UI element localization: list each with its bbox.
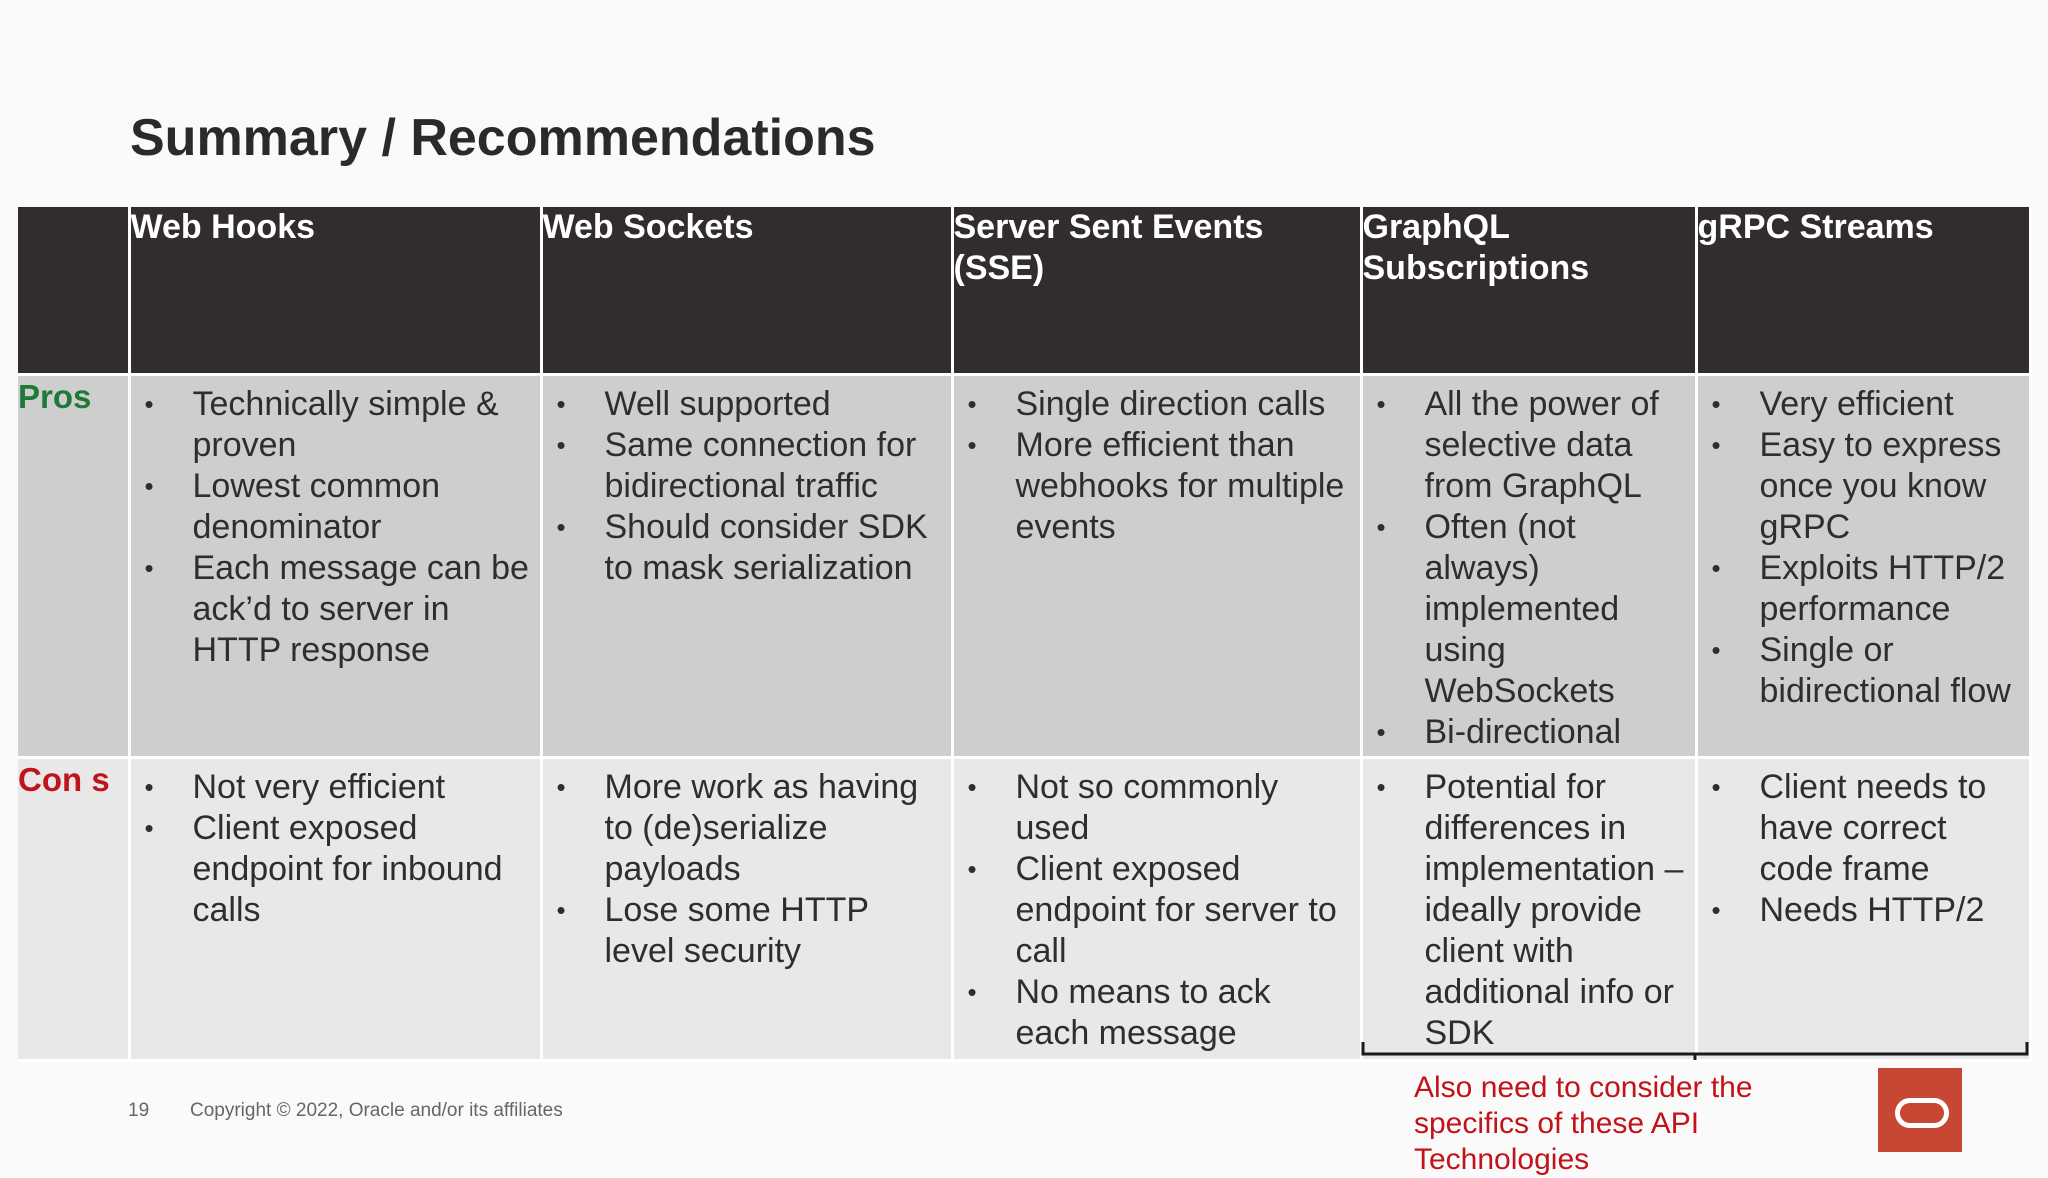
cons-grpc-cell — [1696, 758, 2030, 1061]
pros-row — [18, 375, 2030, 758]
pros-graphql-cell — [1361, 375, 1696, 758]
list-item: • Client needs to have correct code frame — [1712, 767, 2019, 890]
cons-graphql-cell — [1361, 758, 1696, 1061]
oracle-logo-icon — [1878, 1068, 1962, 1152]
list-item: • Often (not always) implemented using WebSockets — [1377, 507, 1685, 712]
list-item: • Lose some HTTP level security — [557, 890, 941, 972]
list-item: • Exploits HTTP/2 performance — [1712, 548, 2019, 630]
header-web-hooks: Web Hooks — [129, 207, 541, 375]
header-graphql: GraphQL Subscriptions — [1361, 207, 1696, 375]
list-item: • Client exposed endpoint for inbound calls — [145, 808, 530, 931]
header-sse: Server Sent Events (SSE) — [952, 207, 1361, 375]
slide-title: Summary / Recommendations — [130, 109, 876, 167]
logo-ring — [1895, 1098, 1949, 1128]
header-cell-empty — [18, 207, 129, 375]
pros-sse-cell — [952, 375, 1361, 758]
list-item: • Lowest common denominator — [145, 466, 530, 548]
cons-web-hooks-cell — [129, 758, 541, 1061]
header-grpc: gRPC Streams — [1696, 207, 2030, 375]
list-item: • Client exposed endpoint for server to call — [968, 849, 1350, 972]
list-item: • Should consider SDK to mask serialization — [557, 507, 941, 589]
pros-sse-list — [954, 376, 1360, 548]
pros-web-sockets-list — [543, 376, 951, 589]
list-item: • Needs HTTP/2 — [1712, 890, 2019, 931]
pros-label: Pros — [18, 375, 129, 758]
copyright-text: Copyright © 2022, Oracle and/or its affiliates — [190, 1100, 563, 1121]
cons-graphql-list — [1363, 759, 1695, 1054]
list-item: • Not very efficient — [145, 767, 530, 808]
list-item: • More efficient than webhooks for multiple events — [968, 425, 1350, 548]
list-item: • Not so commonly used — [968, 767, 1350, 849]
annotation-note: Also need to consider the specifics of these API Technologies — [1414, 1071, 1753, 1176]
cons-row — [18, 758, 2030, 1061]
list-item: • No means to ack each message — [968, 972, 1350, 1054]
pros-web-hooks-list — [131, 376, 540, 671]
list-item: • Technically simple & proven — [145, 384, 530, 466]
pros-web-hooks-cell — [129, 375, 541, 758]
header-web-sockets: Web Sockets — [541, 207, 952, 375]
list-item: • Very efficient — [1712, 384, 2019, 425]
page-number: 19 — [128, 1100, 150, 1121]
list-item: • Same connection for bidirectional traffic — [557, 425, 941, 507]
list-item: • Easy to express once you know gRPC — [1712, 425, 2019, 548]
cons-web-sockets-list — [543, 759, 951, 972]
cons-sse-cell — [952, 758, 1361, 1061]
header-row — [18, 207, 2030, 375]
list-item: • Single direction calls — [968, 384, 1350, 425]
cons-grpc-list — [1698, 759, 2029, 931]
cons-web-hooks-list — [131, 759, 540, 931]
list-item: • Bi-directional — [1377, 712, 1685, 753]
grouping-bracket — [1362, 1040, 2027, 1060]
pros-grpc-cell — [1696, 375, 2030, 758]
list-item: • All the power of selective data from GraphQL — [1377, 384, 1685, 507]
list-item: • More work as having to (de)serialize payloads — [557, 767, 941, 890]
list-item: • Well supported — [557, 384, 941, 425]
cons-sse-list — [954, 759, 1360, 1054]
list-item: • Single or bidirectional flow — [1712, 630, 2019, 712]
list-item: • Each message can be ack’d to server in HTTP response — [145, 548, 530, 671]
cons-web-sockets-cell — [541, 758, 952, 1061]
comparison-table — [18, 207, 2032, 1062]
pros-grpc-list — [1698, 376, 2029, 712]
pros-graphql-list — [1363, 376, 1695, 753]
pros-web-sockets-cell — [541, 375, 952, 758]
cons-label: Con s — [18, 758, 129, 1061]
list-item: • Potential for differences in implementation – ideally provide client with additional info or SDK — [1377, 767, 1685, 1054]
